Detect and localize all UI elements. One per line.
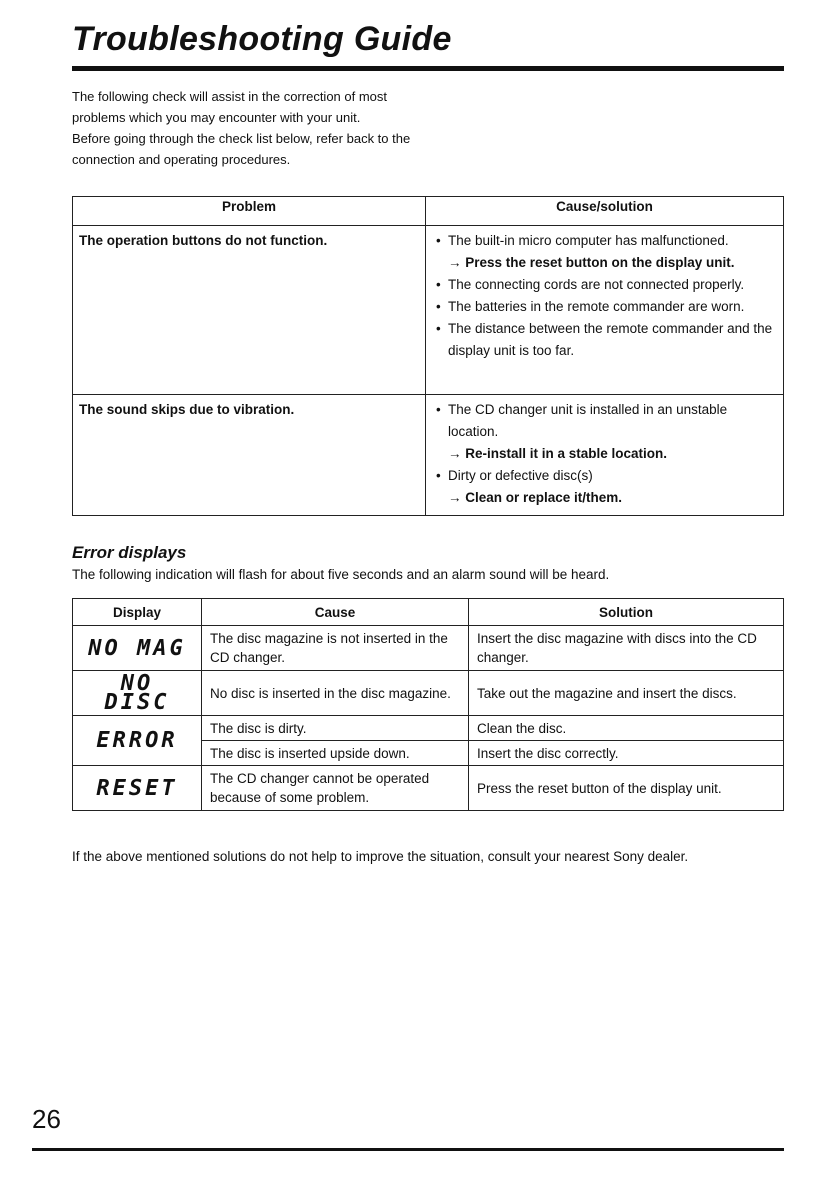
table-row [73, 716, 784, 741]
error-display-code: RESET [73, 766, 202, 811]
table-row [73, 671, 784, 716]
error-solution: Insert the disc magazine with discs into the CD changer. [469, 626, 784, 671]
solution-action: → Re-install it in a stable location. [448, 446, 668, 461]
cause-item: • The distance between the remote commander and the display unit is too far. [440, 318, 777, 362]
error-solution: Take out the magazine and insert the discs. [469, 671, 784, 716]
error-cause: The disc is dirty. [202, 716, 469, 741]
display-header: Display [73, 599, 202, 626]
troubleshooting-table [72, 196, 784, 516]
error-displays-heading: Error displays [72, 543, 187, 562]
page-number: 26 [32, 1104, 61, 1134]
page-title: Troubleshooting Guide [72, 20, 452, 58]
table-row [73, 766, 784, 811]
cause-item: • The batteries in the remote commander are worn. [440, 296, 777, 318]
error-display-code: NO MAG [73, 626, 202, 671]
error-cause: The disc is inserted upside down. [202, 741, 469, 766]
cause-solution-header: Cause/solution [426, 197, 784, 226]
intro-paragraph [72, 86, 512, 170]
problem-cell: The operation buttons do not function. [73, 226, 426, 395]
footer-note: If the above mentioned solutions do not help to improve the situation, consult your nearest Sony dealer. [72, 849, 689, 864]
error-solution: Press the reset button of the display unit. [469, 766, 784, 811]
cause-item: • The built-in micro computer has malfunctioned. [440, 230, 777, 252]
solution-cell [426, 226, 784, 395]
error-display-table [72, 598, 784, 811]
error-cause: No disc is inserted in the disc magazine. [202, 671, 469, 716]
title-rule [72, 66, 784, 71]
table-row [73, 626, 784, 671]
table-header-row [73, 599, 784, 626]
error-display-code: NO DISC [73, 671, 202, 716]
intro-line: problems which you may encounter with your unit. [72, 110, 361, 125]
cause-item: • The connecting cords are not connected properly. [440, 274, 777, 296]
error-cause: The CD changer cannot be operated because of some problem. [202, 766, 469, 811]
bottom-rule [32, 1148, 784, 1151]
intro-line: Before going through the check list below, refer back to the [72, 131, 411, 146]
cause-item: • Dirty or defective disc(s) [440, 465, 777, 487]
error-cause: The disc magazine is not inserted in the CD changer. [202, 626, 469, 671]
solution-header: Solution [469, 599, 784, 626]
error-display-code: ERROR [73, 716, 202, 766]
table-row [73, 226, 784, 395]
solution-action: → Press the reset button on the display unit. [448, 255, 735, 270]
error-solution: Insert the disc correctly. [469, 741, 784, 766]
solution-cell [426, 395, 784, 516]
problem-cell: The sound skips due to vibration. [73, 395, 426, 516]
solution-action: → Clean or replace it/them. [448, 490, 623, 505]
cause-header: Cause [202, 599, 469, 626]
error-solution: Clean the disc. [469, 716, 784, 741]
problem-header: Problem [73, 197, 426, 226]
intro-line: connection and operating procedures. [72, 152, 291, 167]
error-displays-intro: The following indication will flash for about five seconds and an alarm sound will be heard. [72, 567, 610, 582]
intro-line: The following check will assist in the correction of most [72, 89, 388, 104]
table-header-row [73, 197, 784, 226]
cause-item: • The CD changer unit is installed in an unstable location. [440, 399, 777, 443]
table-row [73, 395, 784, 516]
